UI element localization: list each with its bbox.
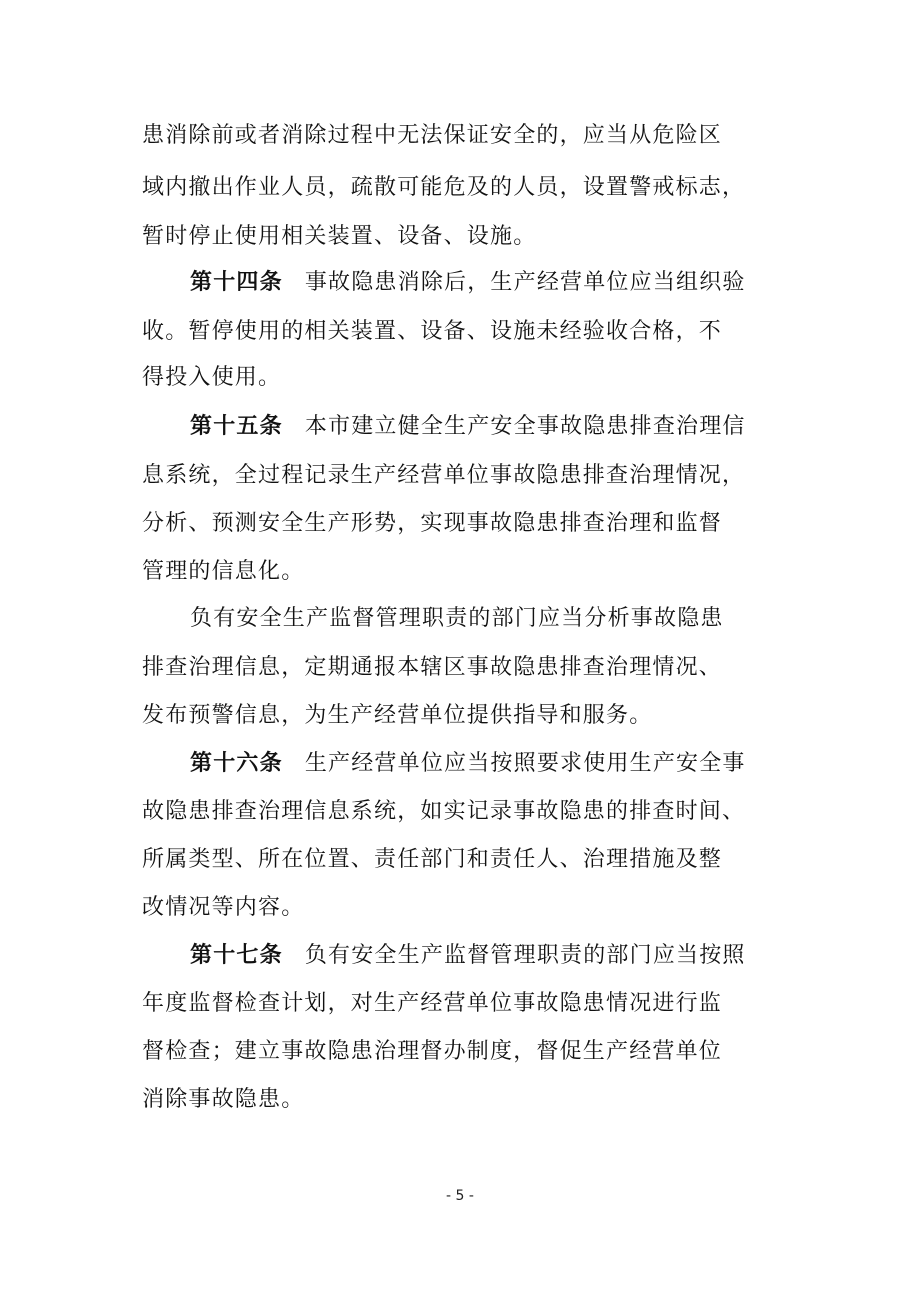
text-line: 改情况等内容。 [142, 895, 305, 920]
article-15-number: 第十五条 [190, 413, 283, 439]
article-14-number: 第十四条 [190, 269, 283, 295]
text-line: 收。暂停使用的相关装置、设备、设施未经验收合格，不 [142, 319, 723, 344]
text-line: 域内撤出作业人员，疏散可能危及的人员，设置警戒标志， [142, 175, 746, 200]
text-line: 所属类型、所在位置、责任部门和责任人、治理措施及整 [142, 847, 723, 872]
text-line: 故隐患排查治理信息系统，如实记录事故隐患的排查时间、 [142, 799, 746, 824]
text-line: 息系统，全过程记录生产经营单位事故隐患排查治理情况， [142, 463, 746, 488]
article-15-line-1 [190, 410, 746, 443]
text-line: 患消除前或者消除过程中无法保证安全的，应当从危险区 [142, 123, 723, 148]
text-line: 督检查；建立事故隐患治理督办制度，督促生产经营单位 [142, 1039, 723, 1064]
text-line: 得投入使用。 [142, 365, 282, 390]
text-line: 管理的信息化。 [142, 559, 305, 584]
text-line: 负有安全生产监督管理职责的部门应当分析事故隐患 [190, 606, 724, 631]
article-17-number: 第十七条 [190, 942, 283, 968]
text-line: 年度监督检查计划，对生产经营单位事故隐患情况进行监 [142, 991, 723, 1016]
text-line: 发布预警信息，为生产经营单位提供指导和服务。 [142, 703, 653, 728]
article-14-line-1 [190, 266, 746, 299]
text-line: 暂时停止使用相关装置、设备、设施。 [142, 224, 537, 249]
article-17-line-1 [190, 939, 746, 972]
text-line: 分析、预测安全生产形势，实现事故隐患排查治理和监督 [142, 511, 723, 536]
article-17-text: 负有安全生产监督管理职责的部门应当按照 [304, 943, 746, 968]
article-15-text: 本市建立健全生产安全事故隐患排查治理信 [304, 414, 746, 439]
article-14-text: 事故隐患消除后，生产经营单位应当组织验 [304, 270, 746, 295]
article-16-text: 生产经营单位应当按照要求使用生产安全事 [304, 751, 746, 776]
article-16-line-1 [190, 747, 746, 780]
text-line: 排查治理信息，定期通报本辖区事故隐患排查治理情况、 [142, 655, 723, 680]
article-16-number: 第十六条 [190, 750, 283, 776]
page-number: - 5 - [446, 1188, 474, 1204]
text-line: 消除事故隐患。 [142, 1087, 305, 1112]
